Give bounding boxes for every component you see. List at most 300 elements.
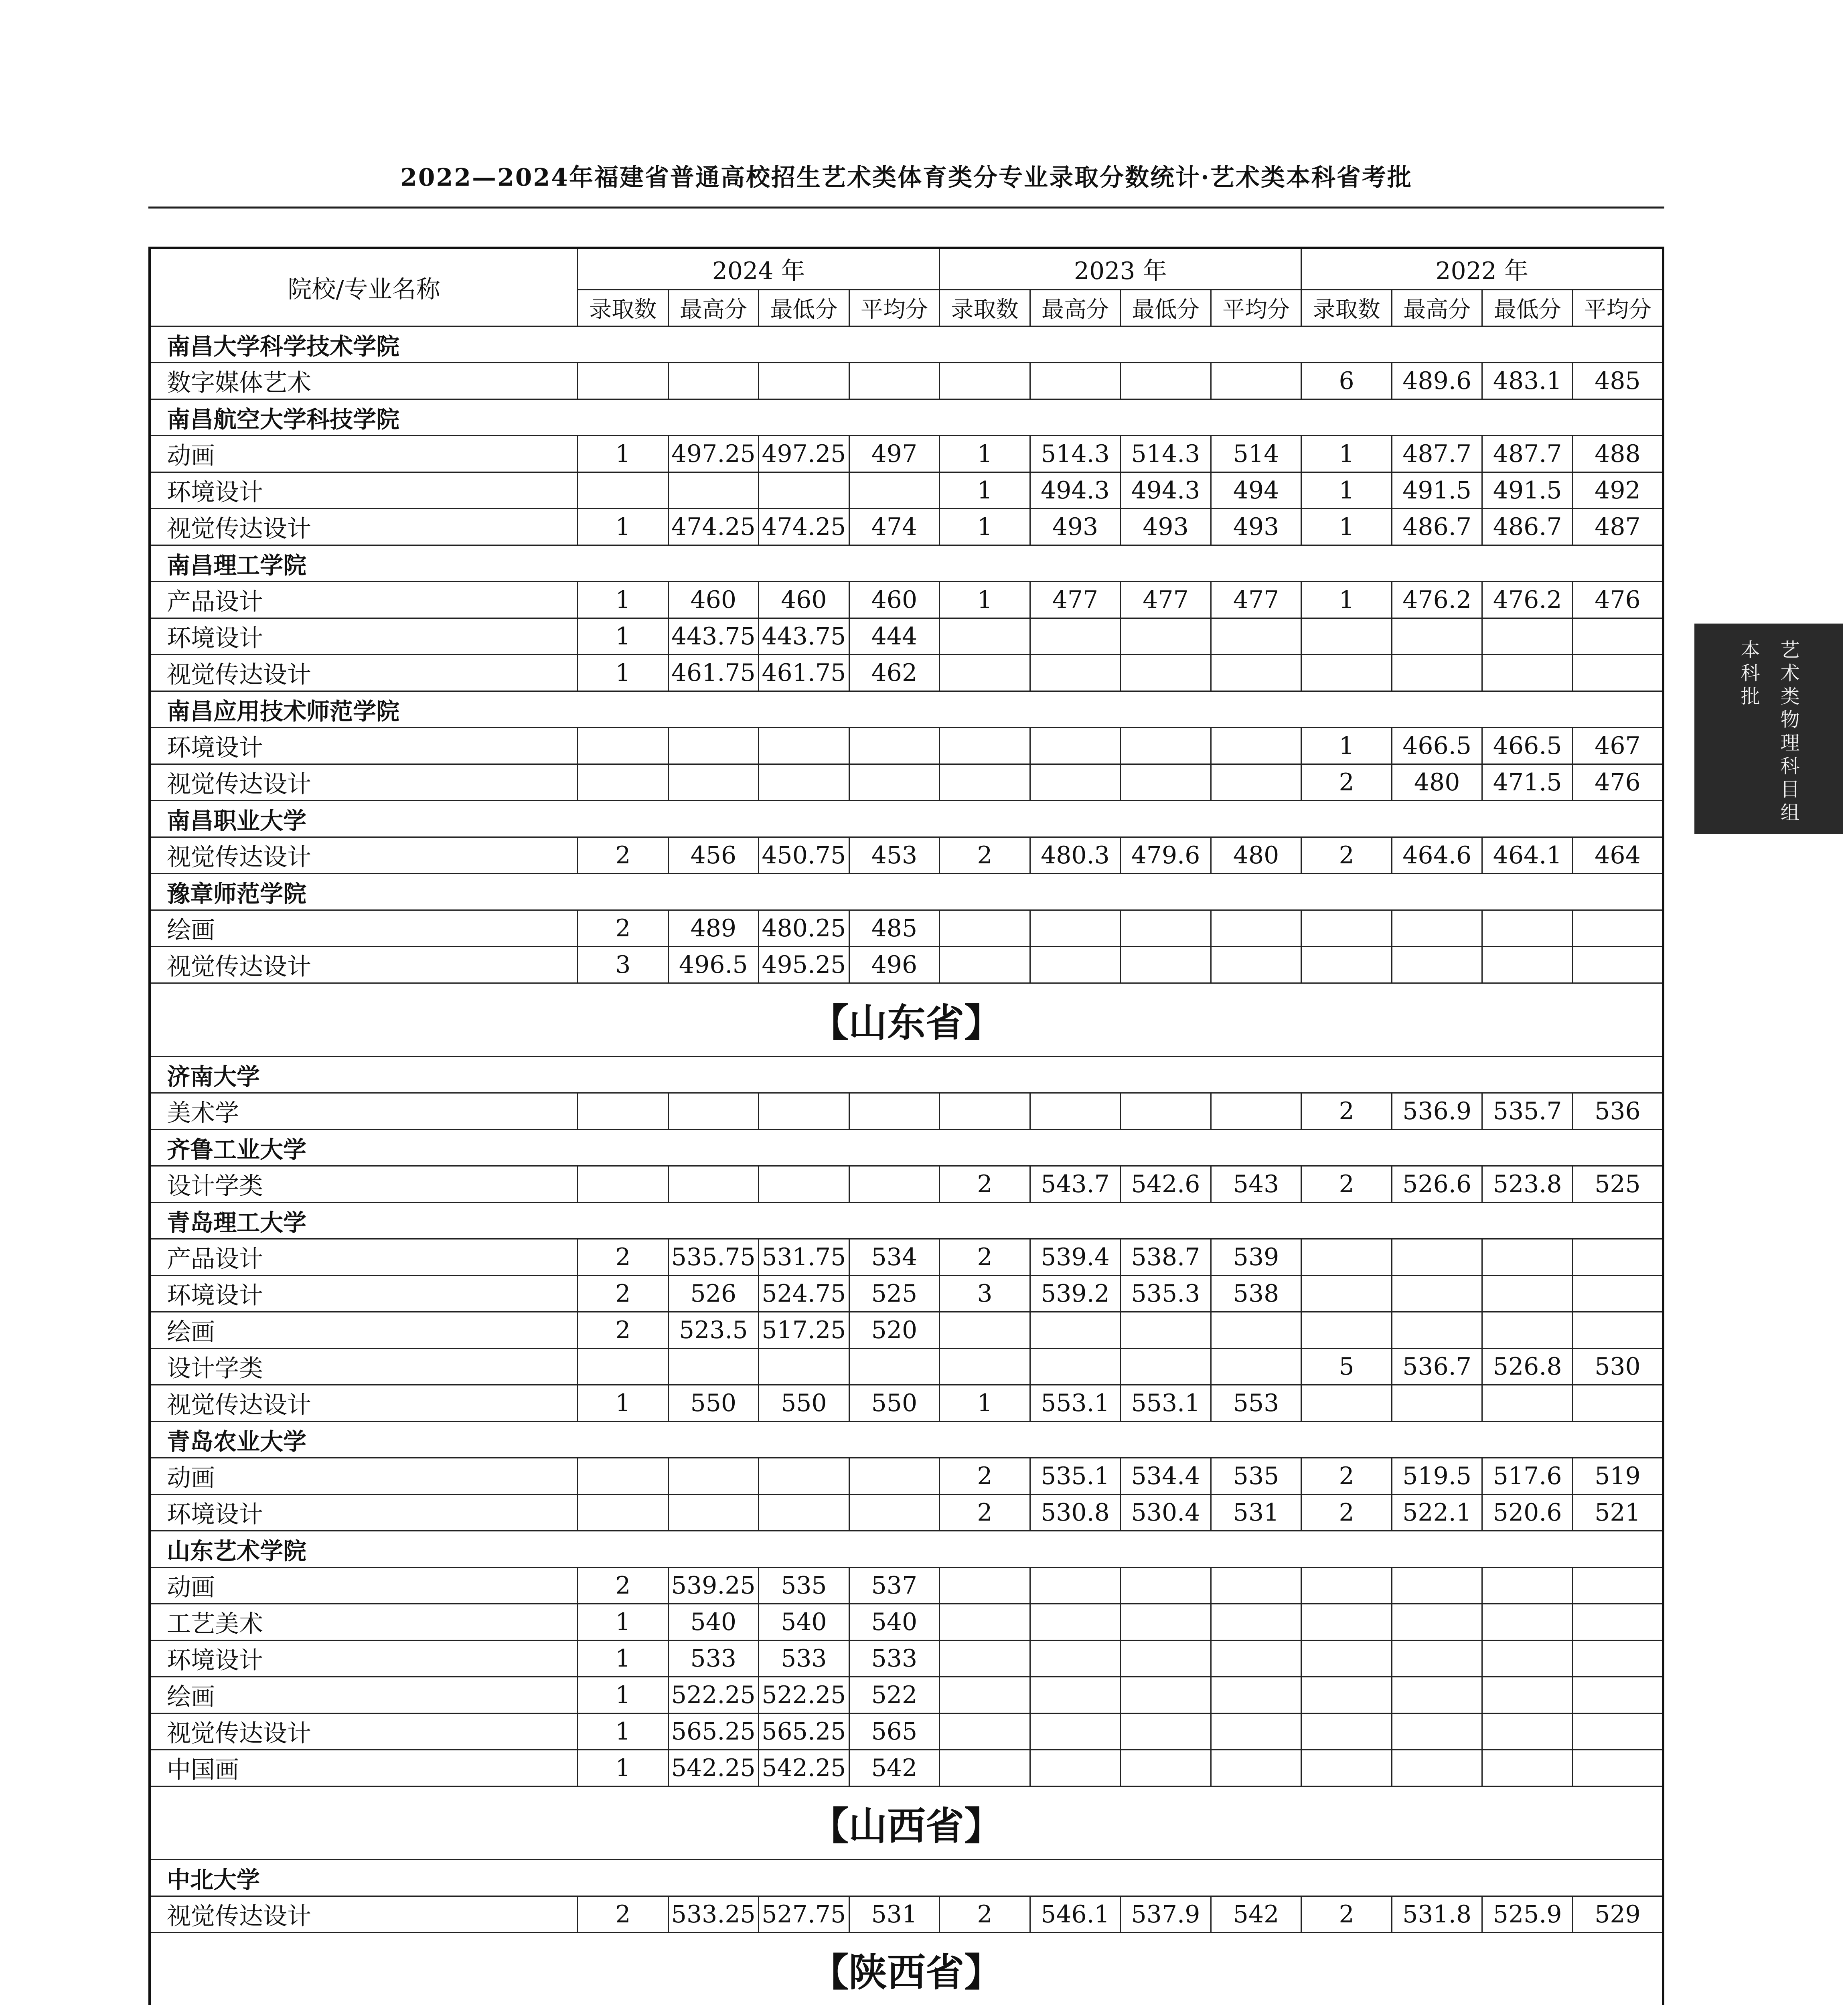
- data-cell: 526.6: [1392, 1166, 1482, 1203]
- data-cell: [1482, 1677, 1573, 1713]
- school-name: 山东艺术学院: [150, 1531, 1663, 1568]
- year-header-2023: 2023 年: [940, 248, 1301, 290]
- data-cell: [1482, 1604, 1573, 1640]
- data-cell: 477: [1030, 582, 1121, 618]
- data-cell: [759, 472, 849, 509]
- data-cell: 522.25: [759, 1677, 849, 1713]
- school-row: [150, 1860, 1663, 1896]
- data-cell: [1572, 1640, 1663, 1677]
- data-cell: 520.6: [1482, 1495, 1573, 1531]
- school-name: 齐鲁工业大学: [150, 1130, 1663, 1166]
- data-cell: 565: [849, 1713, 940, 1750]
- data-cell: 1: [578, 1677, 669, 1713]
- data-cell: 522.1: [1392, 1495, 1482, 1531]
- data-cell: 536.7: [1392, 1349, 1482, 1385]
- data-cell: 530: [1572, 1349, 1663, 1385]
- data-cell: [1301, 1713, 1392, 1750]
- data-cell: 471.5: [1482, 764, 1573, 801]
- data-cell: [759, 1093, 849, 1130]
- school-name: 南昌航空大学科技学院: [150, 399, 1663, 436]
- table-row: [150, 910, 1663, 947]
- data-cell: [1121, 1568, 1211, 1604]
- column-header-count: 录取数: [578, 290, 669, 326]
- data-cell: 514: [1211, 436, 1301, 472]
- major-name: 产品设计: [150, 582, 578, 618]
- data-cell: [1392, 1677, 1482, 1713]
- school-row: [150, 691, 1663, 728]
- data-cell: 479.6: [1121, 837, 1211, 874]
- data-cell: [1211, 1568, 1301, 1604]
- data-cell: 543.7: [1030, 1166, 1121, 1203]
- major-name: 环境设计: [150, 472, 578, 509]
- data-cell: 542.25: [759, 1750, 849, 1786]
- table-row: [150, 1495, 1663, 1531]
- data-cell: [668, 1093, 759, 1130]
- data-cell: 523.8: [1482, 1166, 1573, 1203]
- data-cell: [1482, 1568, 1573, 1604]
- data-cell: 565.25: [759, 1713, 849, 1750]
- data-cell: [1301, 947, 1392, 983]
- data-cell: 443.75: [668, 618, 759, 655]
- data-cell: [668, 472, 759, 509]
- data-cell: 483.1: [1482, 363, 1573, 399]
- school-row: [150, 326, 1663, 363]
- data-cell: 514.3: [1121, 436, 1211, 472]
- data-cell: 494.3: [1030, 472, 1121, 509]
- data-cell: [1482, 1385, 1573, 1422]
- table-row: [150, 1677, 1663, 1713]
- data-cell: 2: [578, 1896, 669, 1933]
- data-cell: 519.5: [1392, 1458, 1482, 1495]
- data-cell: [759, 1495, 849, 1531]
- data-cell: 474: [849, 509, 940, 545]
- data-cell: 2: [578, 1568, 669, 1604]
- year-header-2022: 2022 年: [1301, 248, 1663, 290]
- data-cell: 494.3: [1121, 472, 1211, 509]
- data-cell: 535.7: [1482, 1093, 1573, 1130]
- data-cell: 535: [759, 1568, 849, 1604]
- data-cell: [1572, 1713, 1663, 1750]
- data-cell: [1572, 1568, 1663, 1604]
- data-cell: [1121, 1713, 1211, 1750]
- data-cell: [1482, 910, 1573, 947]
- data-cell: [1211, 1349, 1301, 1385]
- data-cell: [1301, 1568, 1392, 1604]
- column-header-avg: 平均分: [1211, 290, 1301, 326]
- data-cell: 539.2: [1030, 1276, 1121, 1312]
- major-name: 设计学类: [150, 1349, 578, 1385]
- data-cell: 476.2: [1392, 582, 1482, 618]
- data-cell: [1301, 1312, 1392, 1349]
- side-tab-line2: 本科批: [1737, 640, 1760, 709]
- data-cell: 461.75: [759, 655, 849, 691]
- data-cell: [668, 1349, 759, 1385]
- data-cell: 533: [849, 1640, 940, 1677]
- data-cell: 1: [578, 655, 669, 691]
- data-cell: 530.4: [1121, 1495, 1211, 1531]
- data-cell: 2: [578, 1312, 669, 1349]
- table-row: [150, 1276, 1663, 1312]
- data-cell: 2: [940, 1458, 1030, 1495]
- data-cell: [1211, 1677, 1301, 1713]
- data-cell: 1: [578, 582, 669, 618]
- data-cell: 553.1: [1121, 1385, 1211, 1422]
- data-cell: [668, 764, 759, 801]
- data-cell: [1301, 1677, 1392, 1713]
- table-row: [150, 436, 1663, 472]
- data-cell: [940, 1713, 1030, 1750]
- data-cell: [849, 1495, 940, 1531]
- major-name: 动画: [150, 436, 578, 472]
- province-heading: 【陕西省】: [150, 1933, 1663, 2005]
- data-cell: [1211, 1312, 1301, 1349]
- data-cell: 542: [1211, 1896, 1301, 1933]
- data-cell: 2: [940, 837, 1030, 874]
- data-cell: 444: [849, 618, 940, 655]
- data-cell: 2: [1301, 764, 1392, 801]
- data-cell: 467: [1572, 728, 1663, 764]
- data-cell: 540: [759, 1604, 849, 1640]
- data-cell: [1211, 764, 1301, 801]
- data-cell: 2: [1301, 1166, 1392, 1203]
- data-cell: 539.4: [1030, 1239, 1121, 1276]
- data-cell: 539: [1211, 1239, 1301, 1276]
- data-cell: [1392, 1239, 1482, 1276]
- data-cell: 565.25: [668, 1713, 759, 1750]
- data-cell: 1: [940, 582, 1030, 618]
- data-cell: 489: [668, 910, 759, 947]
- data-cell: 536: [1572, 1093, 1663, 1130]
- data-cell: 491.5: [1482, 472, 1573, 509]
- data-cell: 464.6: [1392, 837, 1482, 874]
- data-cell: 488: [1572, 436, 1663, 472]
- data-cell: 2: [940, 1239, 1030, 1276]
- province-heading: 【山西省】: [150, 1786, 1663, 1860]
- data-cell: 3: [578, 947, 669, 983]
- data-cell: 485: [1572, 363, 1663, 399]
- data-cell: [1030, 947, 1121, 983]
- data-cell: 494: [1211, 472, 1301, 509]
- data-cell: [849, 1458, 940, 1495]
- province-row: [150, 1786, 1663, 1860]
- data-cell: [1211, 728, 1301, 764]
- data-cell: [1030, 655, 1121, 691]
- data-cell: [1482, 1239, 1573, 1276]
- data-cell: 464.1: [1482, 837, 1573, 874]
- major-name: 视觉传达设计: [150, 947, 578, 983]
- data-cell: 2: [940, 1166, 1030, 1203]
- data-cell: 517.25: [759, 1312, 849, 1349]
- data-cell: 474.25: [759, 509, 849, 545]
- data-cell: 461.75: [668, 655, 759, 691]
- column-header-min: 最低分: [1121, 290, 1211, 326]
- school-row: [150, 1203, 1663, 1239]
- data-cell: [1572, 618, 1663, 655]
- data-cell: 520: [849, 1312, 940, 1349]
- major-name: 环境设计: [150, 1640, 578, 1677]
- data-cell: [1301, 1604, 1392, 1640]
- data-cell: 539.25: [668, 1568, 759, 1604]
- data-cell: 1: [940, 509, 1030, 545]
- side-section-tab: [1694, 624, 1843, 834]
- major-name: 数字媒体艺术: [150, 363, 578, 399]
- table-row: [150, 728, 1663, 764]
- data-cell: [1121, 764, 1211, 801]
- data-cell: 542.25: [668, 1750, 759, 1786]
- data-cell: 521: [1572, 1495, 1663, 1531]
- school-row: [150, 1531, 1663, 1568]
- data-cell: [1121, 947, 1211, 983]
- data-cell: 1: [578, 436, 669, 472]
- data-cell: [668, 1495, 759, 1531]
- data-cell: [578, 728, 669, 764]
- data-cell: [1482, 1276, 1573, 1312]
- data-cell: [1211, 363, 1301, 399]
- admissions-table: [148, 247, 1664, 2005]
- table-row: [150, 1093, 1663, 1130]
- province-heading: 【山东省】: [150, 983, 1663, 1057]
- data-cell: 525: [849, 1276, 940, 1312]
- data-cell: 1: [940, 1385, 1030, 1422]
- table-row: [150, 582, 1663, 618]
- major-name: 视觉传达设计: [150, 837, 578, 874]
- data-cell: [1211, 1640, 1301, 1677]
- data-cell: [1392, 1604, 1482, 1640]
- data-cell: [1121, 1750, 1211, 1786]
- data-cell: [849, 728, 940, 764]
- data-cell: 1: [578, 1640, 669, 1677]
- data-cell: [1121, 618, 1211, 655]
- data-cell: 536.9: [1392, 1093, 1482, 1130]
- data-cell: [1301, 1239, 1392, 1276]
- year-header-2024: 2024 年: [578, 248, 940, 290]
- data-cell: 2: [1301, 1093, 1392, 1130]
- table-row: [150, 1713, 1663, 1750]
- data-cell: [759, 728, 849, 764]
- data-cell: 526.8: [1482, 1349, 1573, 1385]
- data-cell: 486.7: [1392, 509, 1482, 545]
- data-cell: [1392, 1568, 1482, 1604]
- data-cell: 546.1: [1030, 1896, 1121, 1933]
- data-cell: 497.25: [668, 436, 759, 472]
- data-cell: 486.7: [1482, 509, 1573, 545]
- school-name: 豫章师范学院: [150, 874, 1663, 910]
- data-cell: [1572, 655, 1663, 691]
- data-cell: 1: [578, 1750, 669, 1786]
- major-name: 工艺美术: [150, 1604, 578, 1640]
- column-header-min: 最低分: [759, 290, 849, 326]
- data-cell: 443.75: [759, 618, 849, 655]
- data-cell: [578, 363, 669, 399]
- table-row: [150, 1312, 1663, 1349]
- data-cell: [1572, 1604, 1663, 1640]
- data-cell: [1121, 363, 1211, 399]
- data-cell: [940, 1093, 1030, 1130]
- data-cell: 497.25: [759, 436, 849, 472]
- data-cell: [1121, 1312, 1211, 1349]
- data-cell: [578, 1458, 669, 1495]
- data-cell: [1572, 910, 1663, 947]
- major-name: 视觉传达设计: [150, 1896, 578, 1933]
- data-cell: [940, 1677, 1030, 1713]
- data-cell: [940, 1312, 1030, 1349]
- major-name: 美术学: [150, 1093, 578, 1130]
- data-cell: [578, 1495, 669, 1531]
- data-cell: [668, 1458, 759, 1495]
- data-cell: [759, 1458, 849, 1495]
- data-cell: 534: [849, 1239, 940, 1276]
- data-cell: [1301, 655, 1392, 691]
- table-row: [150, 1640, 1663, 1677]
- data-cell: [1572, 1677, 1663, 1713]
- data-cell: [578, 1349, 669, 1385]
- data-cell: [1392, 1385, 1482, 1422]
- data-cell: [759, 1166, 849, 1203]
- data-cell: 531: [1211, 1495, 1301, 1531]
- school-name: 南昌理工学院: [150, 545, 1663, 582]
- data-cell: [1030, 728, 1121, 764]
- table-header-years-row: [150, 248, 1663, 290]
- data-cell: [1482, 1750, 1573, 1786]
- data-cell: [1030, 1312, 1121, 1349]
- data-cell: [1392, 1750, 1482, 1786]
- data-cell: [1030, 1349, 1121, 1385]
- data-cell: 535.3: [1121, 1276, 1211, 1312]
- data-cell: 535.1: [1030, 1458, 1121, 1495]
- data-cell: [1030, 764, 1121, 801]
- major-name: 视觉传达设计: [150, 655, 578, 691]
- data-cell: [1030, 910, 1121, 947]
- data-cell: [849, 363, 940, 399]
- data-cell: 533: [759, 1640, 849, 1677]
- school-name: 青岛农业大学: [150, 1422, 1663, 1458]
- data-cell: [1030, 1568, 1121, 1604]
- school-row: [150, 1130, 1663, 1166]
- data-cell: 477: [1121, 582, 1211, 618]
- data-cell: [578, 1166, 669, 1203]
- data-cell: 530.8: [1030, 1495, 1121, 1531]
- data-cell: [1482, 1312, 1573, 1349]
- major-name: 中国画: [150, 1750, 578, 1786]
- data-cell: [578, 764, 669, 801]
- data-cell: [1572, 947, 1663, 983]
- data-cell: 2: [578, 1239, 669, 1276]
- data-cell: [759, 764, 849, 801]
- column-header-min: 最低分: [1482, 290, 1573, 326]
- table-row: [150, 1896, 1663, 1933]
- data-cell: [1030, 363, 1121, 399]
- data-cell: 474.25: [668, 509, 759, 545]
- data-cell: [1392, 1276, 1482, 1312]
- data-cell: 485: [849, 910, 940, 947]
- data-cell: [1030, 1093, 1121, 1130]
- data-cell: 517.6: [1482, 1458, 1573, 1495]
- data-cell: 476.2: [1482, 582, 1573, 618]
- data-cell: [1482, 947, 1573, 983]
- data-cell: 493: [1121, 509, 1211, 545]
- data-cell: [1482, 1713, 1573, 1750]
- data-cell: 537: [849, 1568, 940, 1604]
- school-name: 青岛理工大学: [150, 1203, 1663, 1239]
- data-cell: [1482, 1640, 1573, 1677]
- data-cell: 531: [849, 1896, 940, 1933]
- table-row: [150, 509, 1663, 545]
- data-cell: [1121, 1640, 1211, 1677]
- data-cell: 514.3: [1030, 436, 1121, 472]
- major-name: 设计学类: [150, 1166, 578, 1203]
- school-row: [150, 874, 1663, 910]
- data-cell: [940, 1750, 1030, 1786]
- data-cell: 523.5: [668, 1312, 759, 1349]
- data-cell: 543: [1211, 1166, 1301, 1203]
- data-cell: 453: [849, 837, 940, 874]
- school-name: 南昌职业大学: [150, 801, 1663, 837]
- data-cell: 553.1: [1030, 1385, 1121, 1422]
- major-name: 环境设计: [150, 1276, 578, 1312]
- data-cell: 477: [1211, 582, 1301, 618]
- data-cell: [1121, 1349, 1211, 1385]
- table-row: [150, 1349, 1663, 1385]
- data-cell: 519: [1572, 1458, 1663, 1495]
- page-header-title: 2022—2024年福建省普通高校招生艺术类体育类分专业录取分数统计·艺术类本科省考批: [400, 164, 1412, 192]
- data-cell: 553: [1211, 1385, 1301, 1422]
- data-cell: 2: [1301, 1458, 1392, 1495]
- data-cell: 2: [1301, 1495, 1392, 1531]
- data-cell: [940, 910, 1030, 947]
- data-cell: [1301, 1750, 1392, 1786]
- data-cell: 522.25: [668, 1677, 759, 1713]
- data-cell: [849, 1166, 940, 1203]
- major-name: 视觉传达设计: [150, 1385, 578, 1422]
- data-cell: [1392, 1713, 1482, 1750]
- data-cell: 533.25: [668, 1896, 759, 1933]
- data-cell: [1392, 655, 1482, 691]
- column-header-max: 最高分: [1030, 290, 1121, 326]
- data-cell: 2: [578, 837, 669, 874]
- data-cell: 538.7: [1121, 1239, 1211, 1276]
- data-cell: 462: [849, 655, 940, 691]
- data-cell: [1121, 1093, 1211, 1130]
- data-cell: [1301, 1640, 1392, 1677]
- school-row: [150, 399, 1663, 436]
- school-row: [150, 545, 1663, 582]
- data-cell: [1030, 1640, 1121, 1677]
- school-name: 南昌应用技术师范学院: [150, 691, 1663, 728]
- data-cell: 1: [1301, 436, 1392, 472]
- data-cell: 540: [668, 1604, 759, 1640]
- data-cell: 480.3: [1030, 837, 1121, 874]
- column-header-avg: 平均分: [1572, 290, 1663, 326]
- table-row: [150, 655, 1663, 691]
- table-row: [150, 1568, 1663, 1604]
- data-cell: [940, 728, 1030, 764]
- data-cell: 1: [578, 1713, 669, 1750]
- data-cell: [940, 618, 1030, 655]
- data-cell: 525: [1572, 1166, 1663, 1203]
- table-row: [150, 472, 1663, 509]
- data-cell: [940, 1640, 1030, 1677]
- data-cell: [1211, 1750, 1301, 1786]
- data-cell: 1: [1301, 472, 1392, 509]
- data-cell: 531.75: [759, 1239, 849, 1276]
- table-row: [150, 1750, 1663, 1786]
- table-row: [150, 618, 1663, 655]
- data-cell: 492: [1572, 472, 1663, 509]
- data-cell: 525.9: [1482, 1896, 1573, 1933]
- data-cell: [1572, 1312, 1663, 1349]
- data-cell: [1572, 1239, 1663, 1276]
- data-cell: [668, 363, 759, 399]
